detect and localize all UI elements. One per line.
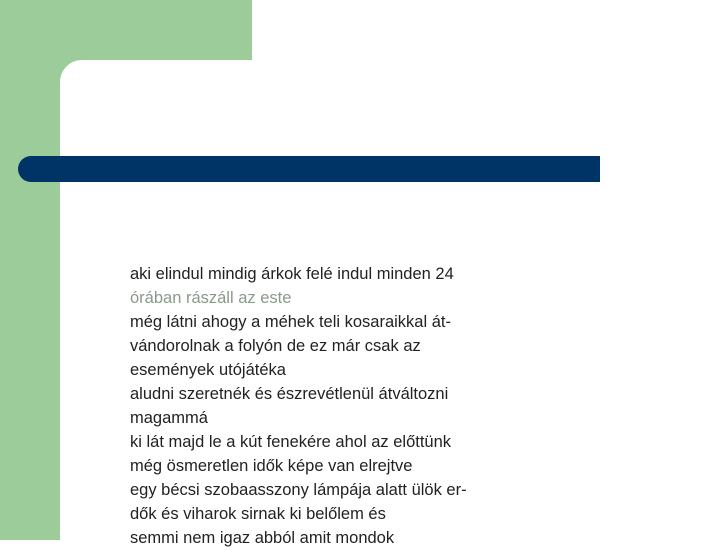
poem-line: események utójátéka [130, 361, 286, 379]
title-bar [18, 156, 600, 182]
poem-line: még ösmeretlen idők képe van elrejtve [130, 457, 413, 475]
poem-line: még látni ahogy a méhek teli kosaraikkal át- [130, 313, 451, 331]
poem-line: egy bécsi szobaasszony lámpája alatt ülök er- [130, 481, 467, 499]
poem-line: semmi nem igaz abból amit mondok [130, 529, 395, 547]
poem-line: órában rászáll az este [130, 289, 292, 307]
poem-line: aludni szeretnék és észrevétlenül átváltozni [130, 385, 449, 403]
poem-line: vándorolnak a folyón de ez már csak az [130, 337, 421, 355]
poem-text [130, 262, 600, 550]
poem-line: ki lát majd le a kút fenekére ahol az előttünk [130, 433, 452, 451]
poem-line: magammá [130, 409, 208, 427]
poem-line: aki elindul mindig árkok felé indul minden 24 [130, 265, 454, 283]
poem-line: dők és viharok sirnak ki belőlem és [130, 505, 386, 523]
